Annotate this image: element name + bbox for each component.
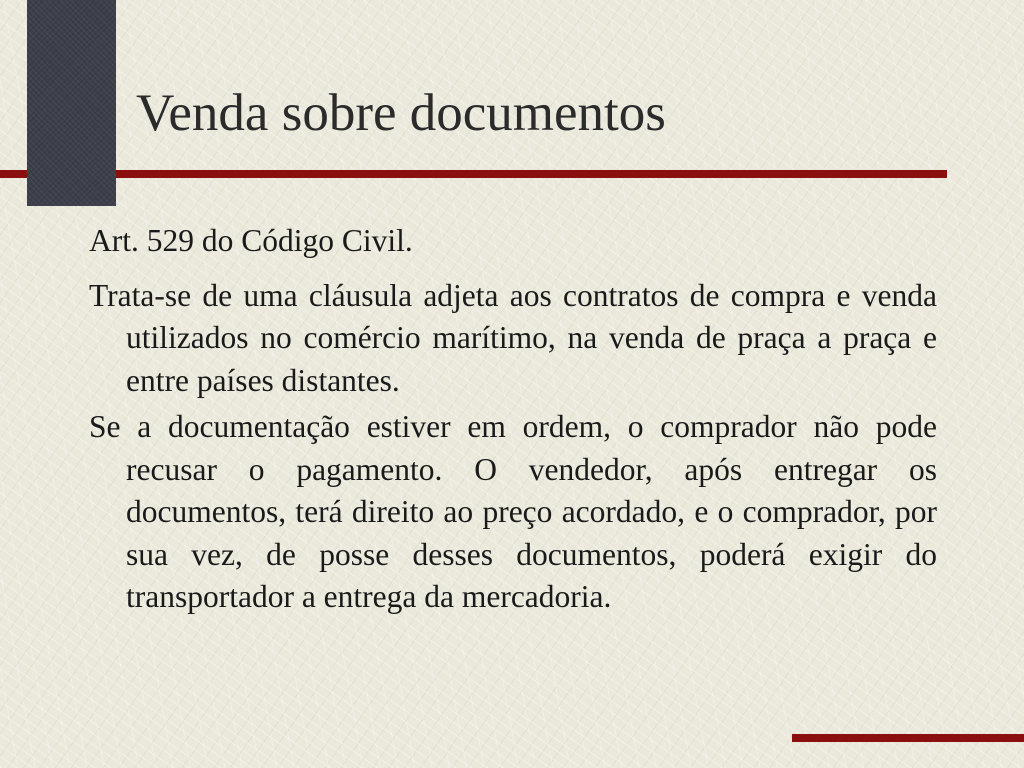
decorative-side-block (27, 0, 116, 206)
paragraph-article-reference: Art. 529 do Código Civil. (89, 223, 413, 258)
paragraph-payment-obligation: Se a documentação estiver em ordem, o comprador não pode recusar o pagamento. O vendedor, após entregar os documentos, terá direito ao preço acordado, e o comprador, por sua vez, de posse desses documentos, poderá exigir do transportador a entrega da mercadoria. (89, 409, 937, 614)
slide-body (89, 220, 937, 623)
title-underline-rule (0, 170, 947, 178)
paragraph-clause-definition: Trata-se de uma cláusula adjeta aos contratos de compra e venda utilizados no comércio marítimo, na venda de praça a praça e entre países distantes. (89, 277, 937, 398)
footer-rule (792, 734, 1024, 742)
slide-title: Venda sobre documentos (136, 84, 666, 142)
